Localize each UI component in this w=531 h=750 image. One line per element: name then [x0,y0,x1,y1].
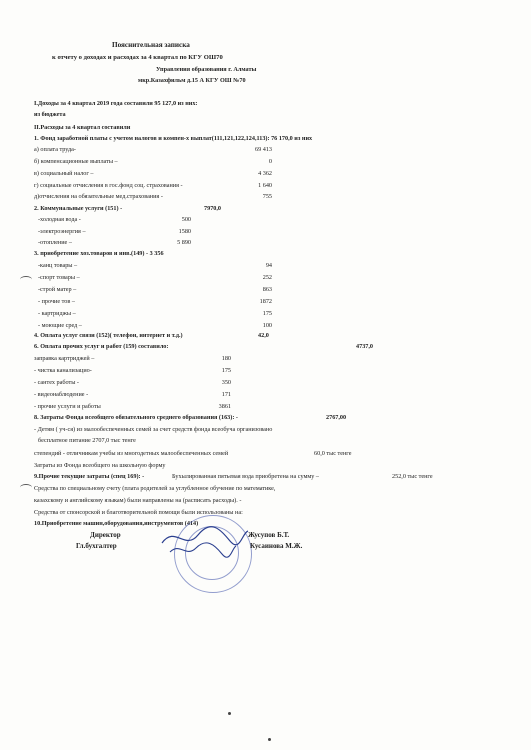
s1-item-value: 4 362 [258,170,272,177]
s8-line: степендий - отличникам учебы из многодетных малообеспеченных семей [34,450,229,457]
s6-item-value: 171 [221,391,231,398]
director-name: Жусупов Б.Т. [248,531,290,539]
section-8-heading: 8. Затраты Фонда всеобщего обязательного среднего образования (163): - [34,414,238,421]
section-9-value: 252,0 тыс тенге [392,473,433,480]
document-subtitle: к отчету о доходах и расходах за 4 квартал по КГУ ОШ70 [52,54,223,61]
section-2-total: 7970,0 [204,205,222,212]
stray-mark [228,712,231,715]
punch-mark [20,484,32,491]
s6-item-value: 175 [221,367,231,374]
s3-item-label: - прочие тов – [38,298,75,305]
section-4-heading: 4. Оплата услуг связи (152)( телефон, интернет и т.д.) [34,332,183,339]
s8-line: Затраты из Фонда всеобщего на школьную форму [34,462,166,469]
s3-item-label: - моющие сред – [38,322,82,329]
stray-mark [268,738,271,741]
section-6-total: 4737,0 [356,343,374,350]
s1-item-label: в) социальный налог – [34,170,94,177]
address-line: мкр.Казахфильм д.15 А КГУ ОШ №70 [138,77,246,84]
s8-line-value: 60,0 тыс тенге [314,450,352,457]
punch-mark [20,276,32,283]
s6-item-label: - видеонаблюдение - [34,391,89,398]
s1-item-label: д)отчисления на обязательные мед.страхования - [34,193,163,200]
s3-item-value: 863 [262,286,272,293]
section-8-total: 2767,00 [326,414,347,421]
s1-item-label: а) оплата труда- [34,146,76,153]
section-6-heading: 6. Оплата прочих услуг и работ (159) составило: [34,343,169,350]
document-title: Пояснительная записка [112,41,190,49]
s3-item-value: 252 [262,274,272,281]
expenses-heading: II.Расходы за 4 квартал составили [34,124,131,131]
s1-item-value: 1 640 [258,182,272,189]
section-3-heading: 3. приобретение хоз.товаров и инв.(149) - 3 356 [34,250,164,257]
s2-item-value: 5 890 [177,239,191,246]
sponsor-line: Средства от спонсорской и благотворительной помощи были использованы на: [34,509,243,516]
s1-item-value: 755 [262,193,272,200]
special-account-line: казахскому и английскому языкам) были направлены на (расписать расходы). - [34,497,242,504]
s6-item-label: - чистка канализацио- [34,367,92,374]
s1-item-label: б) компенсационные выплаты – [34,158,118,165]
s2-item-value: 500 [181,216,191,223]
s1-item-value: 69 413 [254,146,272,153]
s6-item-label: - сантех работы - [34,379,79,386]
s6-item-value: 3861 [218,403,231,410]
income-source: из бюджета [34,111,66,118]
income-line: I.Доходы за 4 квартал 2019 года составили 95 127,0 из них: [34,100,198,107]
s6-item-label: - прочие услуги и работы [34,403,101,410]
s2-item-label: -холодная вода - [38,216,81,223]
s8-line: бесплатное питание 2707,0 тыс тенге [38,437,136,444]
director-title: Директор [90,531,121,539]
s1-item-value: 0 [268,158,272,165]
accountant-signature [168,540,238,560]
department-line: Управления образования г. Алматы [156,66,257,73]
s2-item-value: 1580 [178,228,191,235]
special-account-line: Средства по специальному счету (плата родителей за углубленное обучение по математике, [34,485,276,492]
accountant-name: Кусаинова М.Ж. [250,542,303,550]
s3-item-value: 100 [262,322,272,329]
s2-item-label: -электроэнергия – [38,228,86,235]
s3-item-label: -канц товары – [38,262,78,269]
section-2-heading: 2. Коммунальные услуги (151) - [34,205,123,212]
s8-line: - Детям ( уч-ся) из малообеспеченных семей за счет средств фонда всеобуча организовано [34,426,273,433]
section-10-heading: 10.Приобретение машин,оборудования,инструментов (414) [34,520,199,527]
s3-item-label: -строй матер – [38,286,77,293]
s6-item-label: заправка картриджей – [34,355,95,362]
s3-item-label: -спорт товары – [38,274,80,281]
s6-item-value: 350 [221,379,231,386]
section-9-heading: 9.Прочие текущие затраты (спец 169): - [34,473,145,480]
section-4-total: 42,0 [258,332,269,339]
s3-item-value: 94 [265,262,272,269]
s3-item-label: - картриджы – [38,310,76,317]
s2-item-label: -отопление – [38,239,72,246]
section-9-text: Бухылированная пятьевая вода приобретена на сумму – [172,473,320,480]
s3-item-value: 1872 [259,298,272,305]
s6-item-value: 180 [221,355,231,362]
s3-item-value: 175 [262,310,272,317]
s1-item-label: г) социальные отчисления в гос.фонд соц. страхования - [34,182,183,189]
section-1-heading: 1. Фонд заработной платы с учетом налогов и компен-х выплат(111,121,122,124,113): 76 170,0 из них [34,135,313,142]
accountant-title: Гл.бухгалтер [76,542,117,550]
